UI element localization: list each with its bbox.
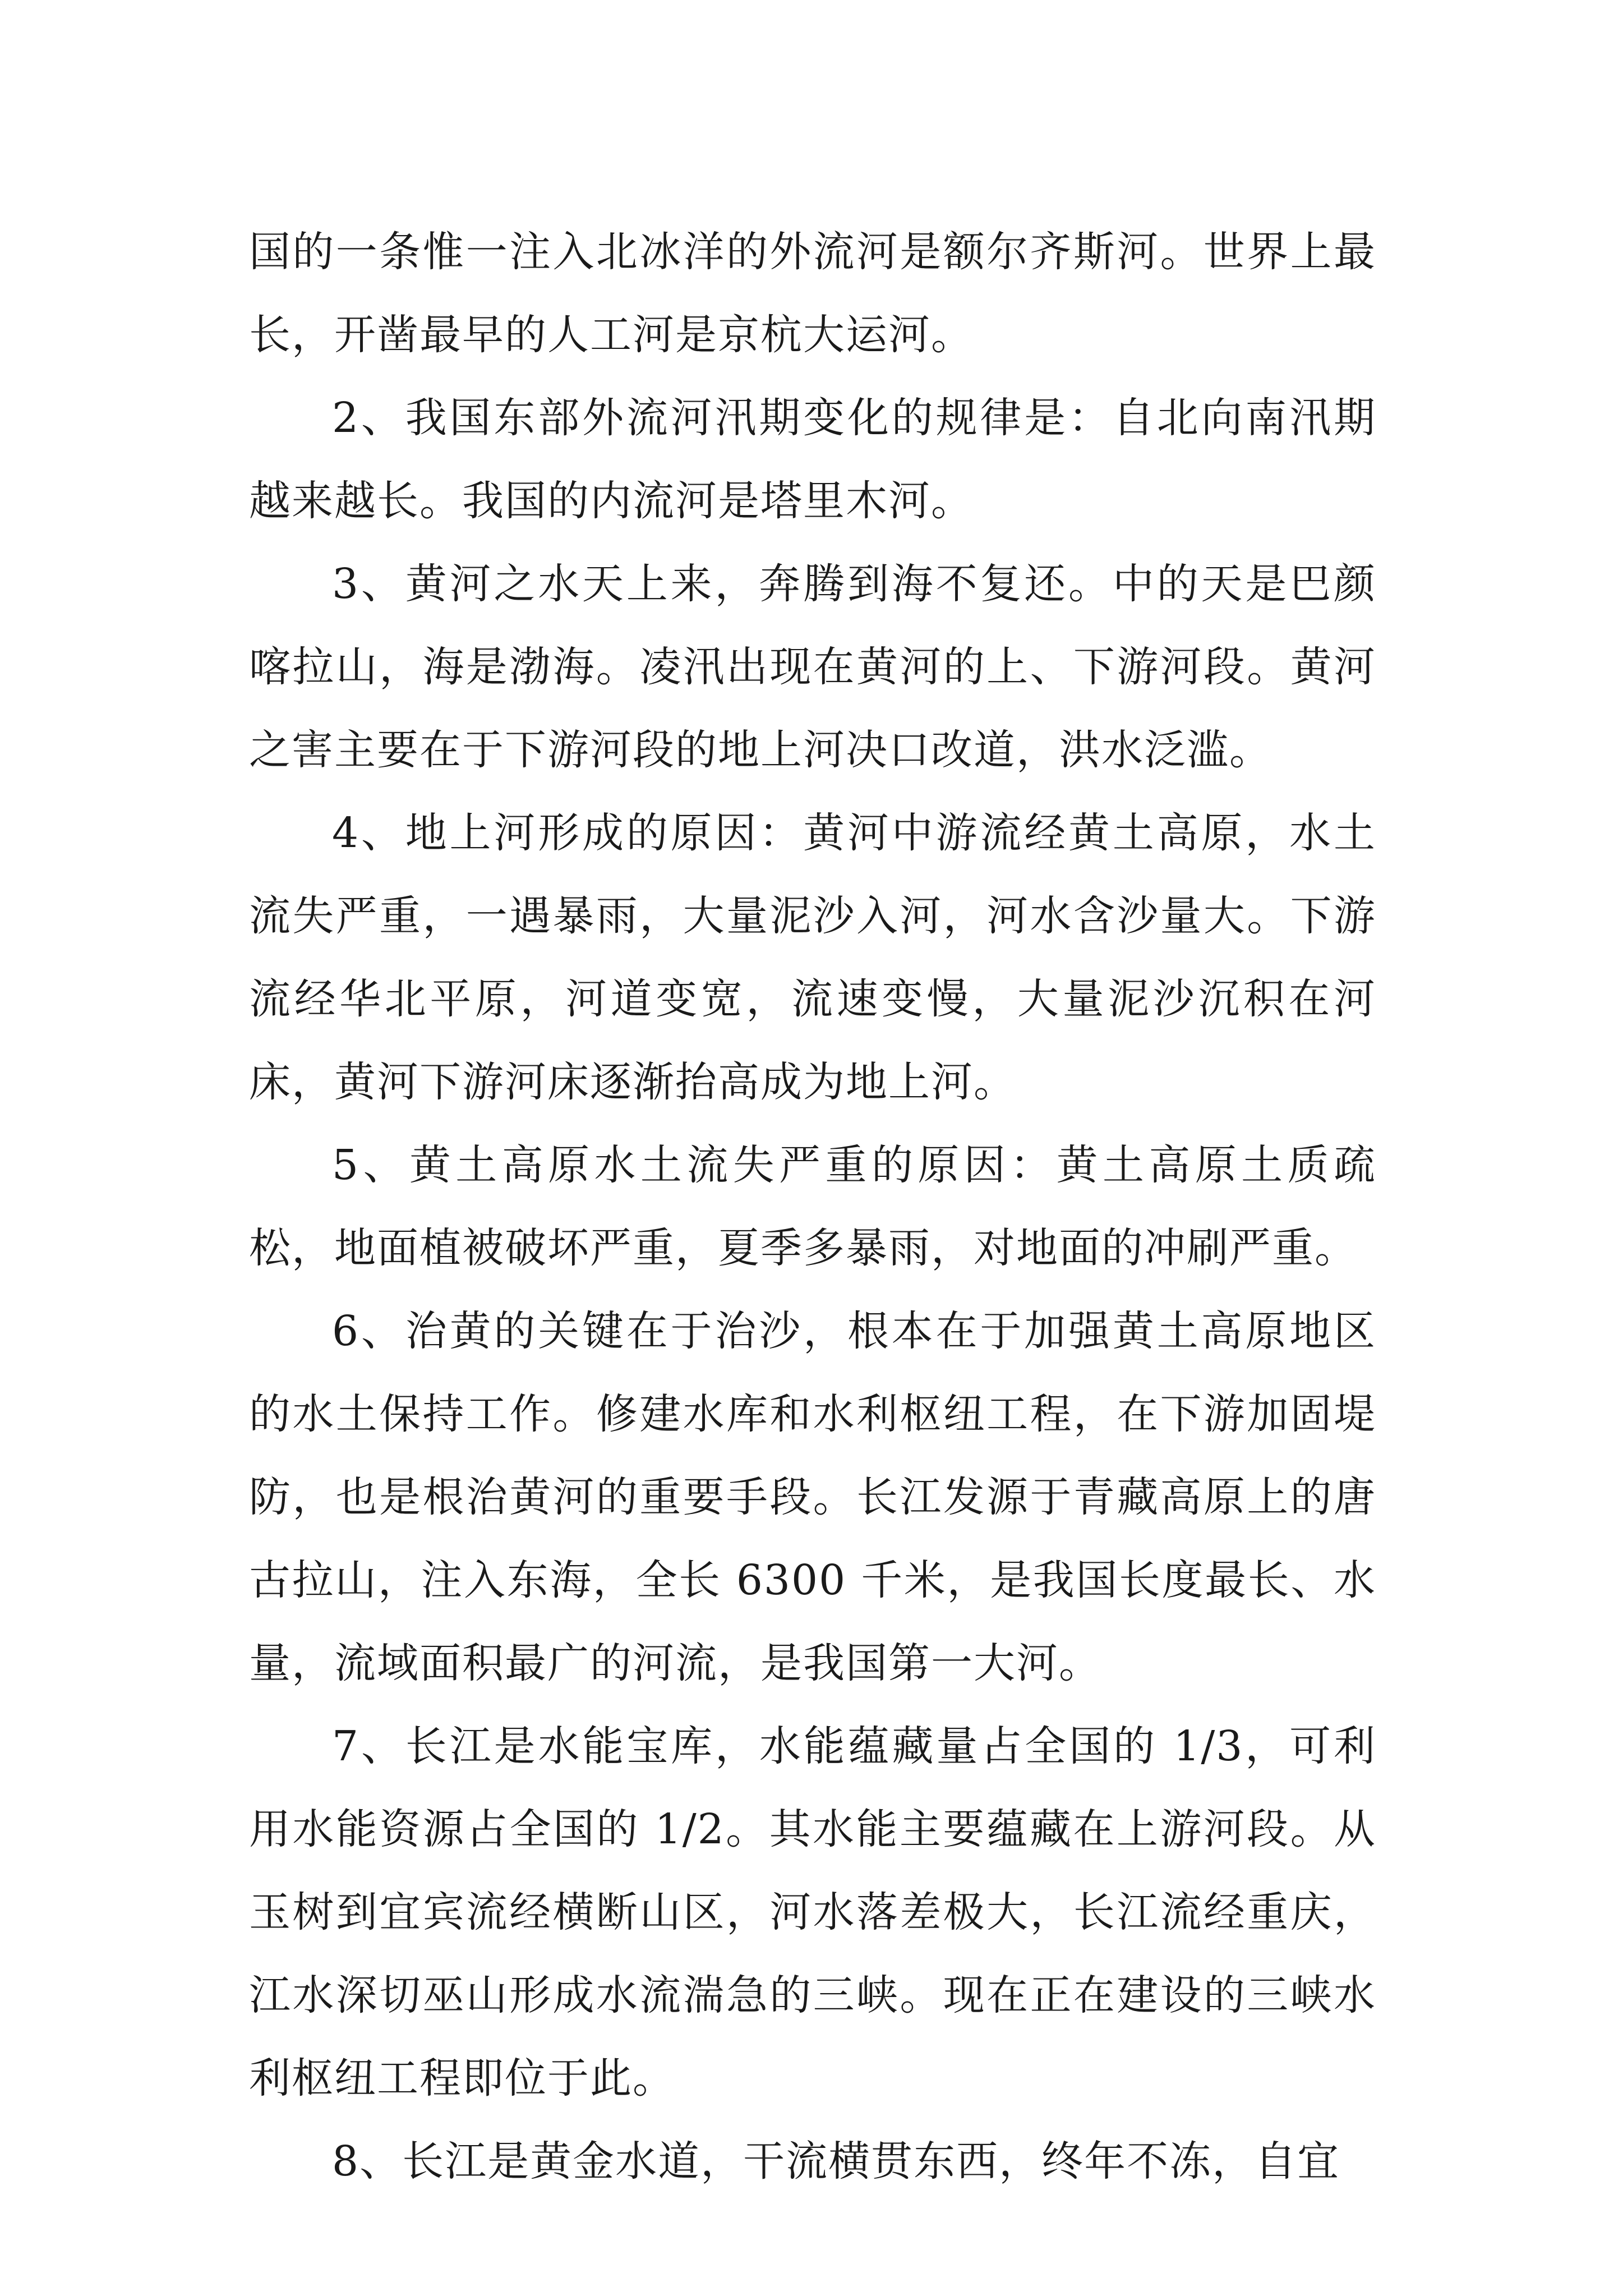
paragraph-6: 6、治黄的关键在于治沙，根本在于加强黄土高原地区的水土保持工作。修建水库和水利枢纽工程，在下游加固堤防，也是根治黄河的重要手段。长江发源于青藏高原上的唐古拉山，注入东海，全长 6300 千米，是我国长度最长、水量，流域面积最广的河流，是我国第一大河。 (249, 1307, 1376, 1687)
paragraph-4: 4、地上河形成的原因：黄河中游流经黄土高原，水土流失严重，一遇暴雨，大量泥沙入河，河水含沙量大。下游流经华北平原，河道变宽，流速变慢，大量泥沙沉积在河床，黄河下游河床逐渐抬高成为地上河。 (249, 809, 1376, 1106)
body-text (249, 210, 1376, 2203)
paragraph-7: 7、长江是水能宝库，水能蕴藏量占全国的 1/3，可利用水能资源占全国的 1/2。其水能主要蕴藏在上游河段。从玉树到宜宾流经横断山区，河水落差极大，长江流经重庆，江水深切巫山形成水流湍急的三峡。现在正在建设的三峡水利枢纽工程即位于此。 (249, 1722, 1376, 2102)
paragraph-continuation: 国的一条惟一注入北冰洋的外流河是额尔齐斯河。世界上最长，开凿最早的人工河是京杭大运河。 (249, 228, 1376, 359)
paragraph-2: 2、我国东部外流河汛期变化的规律是：自北向南汛期越来越长。我国的内流河是塔里木河。 (249, 394, 1376, 525)
paragraph-8: 8、长江是黄金水道，干流横贯东西，终年不冻，自宜 (332, 2137, 1340, 2185)
paragraph-3: 3、黄河之水天上来，奔腾到海不复还。中的天是巴颜喀拉山，海是渤海。凌汛出现在黄河的上、下游河段。黄河之害主要在于下游河段的地上河决口改道，洪水泛滥。 (249, 560, 1376, 774)
paragraph-5: 5、黄土高原水土流失严重的原因：黄土高原土质疏松，地面植被破坏严重，夏季多暴雨，对地面的冲刷严重。 (249, 1141, 1376, 1272)
